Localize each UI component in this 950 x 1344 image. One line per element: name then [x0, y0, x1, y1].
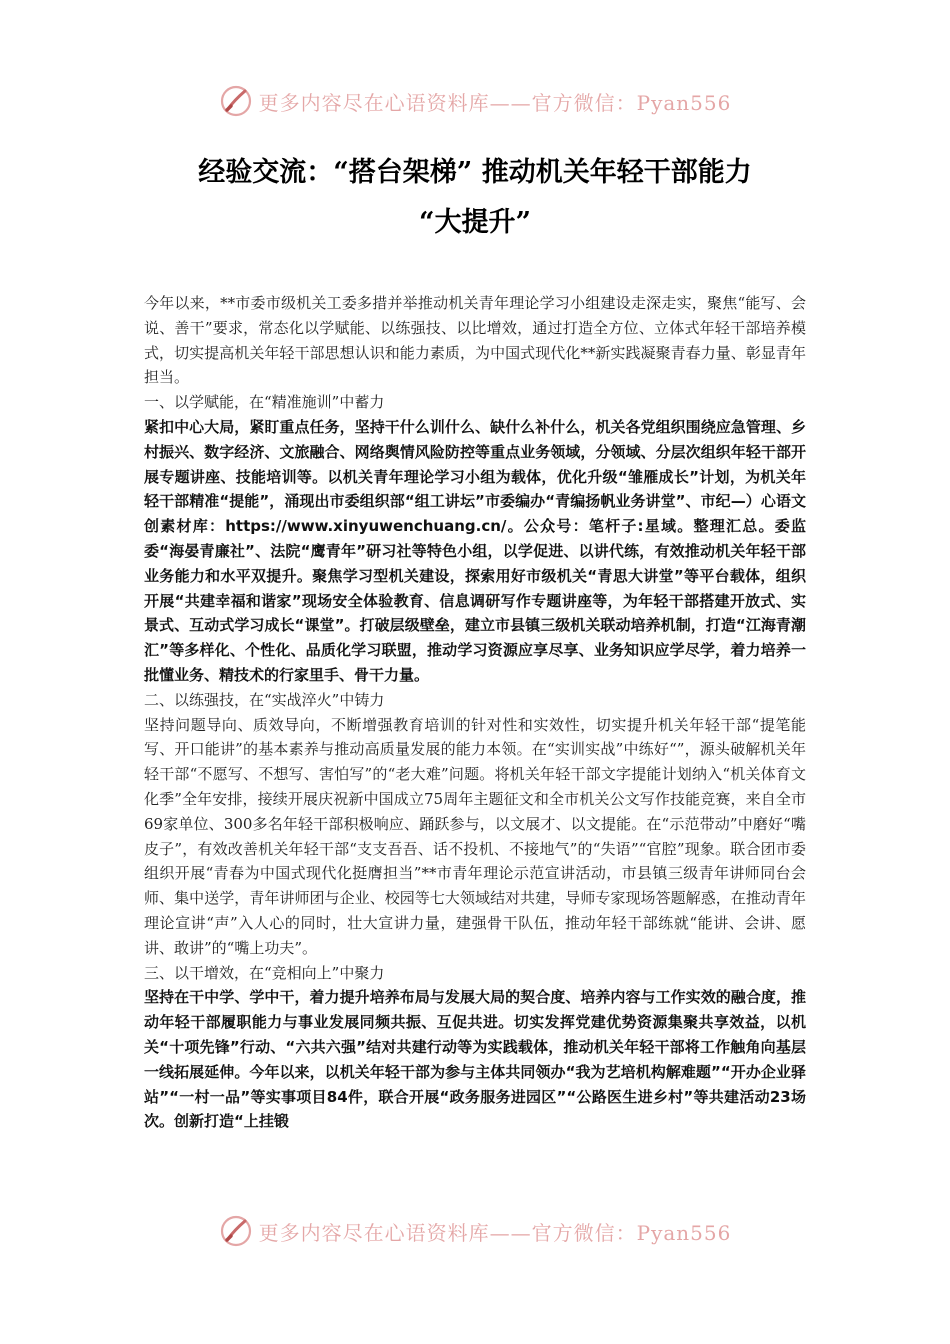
section-2-paragraph: 坚持问题导向、质效导向，不断增强教育培训的针对性和实效性，切实提升机关年轻干部“提笔能写、开口能讲”的基本素养与推动高质量发展的能力本领。在“实训实战”中练好“”，源头破解机关年轻干部“不愿写、不想写、害怕写”的“老大难”问题。将机关年轻干部文字提能计划纳入“机关体育文化季”全年安排，接续开展庆祝新中国成立75周年主题征文和全市机关公文写作技能竞赛，来自全市69家单位、300多名年轻干部积极响应、踊跃参与，以文展才、以文提能。在“示范带动”中磨好“嘴皮子”，有效改善机关年轻干部“支支吾吾、话不投机、不接地气”的“失语”“官腔”现象。联合团市委组织开展“青春为中国式现代化挺膺担当”**市青年理论示范宣讲活动，市县镇三级青年讲师同台会师、集中送学，青年讲师团与企业、校园等七大领域结对共建，导师专家现场答题解惑，在推动青年理论宣讲“声”入人心的同时，壮大宣讲力量，建强骨干队伍，推动年轻干部练就“能讲、会讲、愿讲、敢讲”的“嘴上功夫”。: [144, 715, 806, 957]
watermark-banner-bottom: [0, 1208, 950, 1254]
watermark-text: 更多内容尽在心语资料库——官方微信：Pyan556: [258, 90, 732, 115]
article-body: [144, 291, 806, 1134]
brush-logo-icon: [219, 1214, 253, 1248]
page-title: [120, 148, 830, 248]
title-line-2: “大提升”: [418, 207, 532, 238]
title-line-1: 经验交流：“搭台架梯” 推动机关年轻干部能力: [198, 157, 752, 188]
section-2-heading: 二、以练强技，在“实战淬火”中铸力: [144, 690, 385, 709]
section-1-paragraph: 紧扣中心大局，紧盯重点任务，坚持干什么训什么、缺什么补什么，机关各党组织围绕应急管理、乡村振兴、数字经济、文旅融合、网络舆情风险防控等重点业务领域，分领域、分层次组织年轻干部开展专题讲座、技能培训等。以机关青年理论学习小组为载体，优化升级“雏雁成长”计划，为机关年轻干部精准“提能”，涌现出市委组织部“组工讲坛”市委编办“青编扬帆业务讲堂”、市纪—）心语文创素材库：https://www.xinyuwenchuang.cn/。公众号：笔杆子:星域。整理汇总。委监委“海晏青廉社”、法院“鹰青年”研习社等特色小组，以学促进、以讲代练，有效推动机关年轻干部业务能力和水平双提升。聚焦学习型机关建设，探索用好市级机关“青思大讲堂”等平台载体，组织开展“共建幸福和谐家”现场安全体验教育、信息调研写作专题讲座等，为年轻干部搭建开放式、实景式、互动式学习成长“课堂”。打破层级壁垒，建立市县镇三级机关联动培养机制，打造“江海青潮汇”等多样化、个性化、品质化学习联盟，推动学习资源应享尽享、业务知识应学尽学，着力培养一批懂业务、精技术的行家里手、骨干力量。: [144, 417, 806, 684]
section-3-heading: 三、以干增效，在“竞相向上”中聚力: [144, 963, 385, 982]
watermark-text: 更多内容尽在心语资料库——官方微信：Pyan556: [258, 1220, 732, 1245]
brush-logo-icon: [219, 84, 253, 118]
watermark-banner-top: [0, 78, 950, 124]
intro-paragraph: 今年以来，**市委市级机关工委多措并举推动机关青年理论学习小组建设走深走实，聚焦“能写、会说、善干”要求，常态化以学赋能、以练强技、以比增效，通过打造全方位、立体式年轻干部培养模式，切实提高机关年轻干部思想认识和能力素质，为中国式现代化**新实践凝聚青春力量、彰显青年担当。: [144, 294, 806, 387]
section-3-paragraph: 坚持在干中学、学中干，着力提升培养布局与发展大局的契合度、培养内容与工作实效的融合度，推动年轻干部履职能力与事业发展同频共振、互促共进。切实发挥党建优势资源集聚共享效益，以机关“十项先锋”行动、“六共六强”结对共建行动等为实践载体，推动机关年轻干部将工作触角向基层一线拓展延伸。今年以来，以机关年轻干部为参与主体共同领办“我为艺培机构解难题”“开办企业驿站”“一村一品”等实事项目84件，联合开展“政务服务进园区”“公路医生进乡村”等共建活动23场次。创新打造“上挂锻: [144, 988, 806, 1131]
section-1-heading: 一、以学赋能，在“精准施训”中蓄力: [144, 393, 385, 412]
